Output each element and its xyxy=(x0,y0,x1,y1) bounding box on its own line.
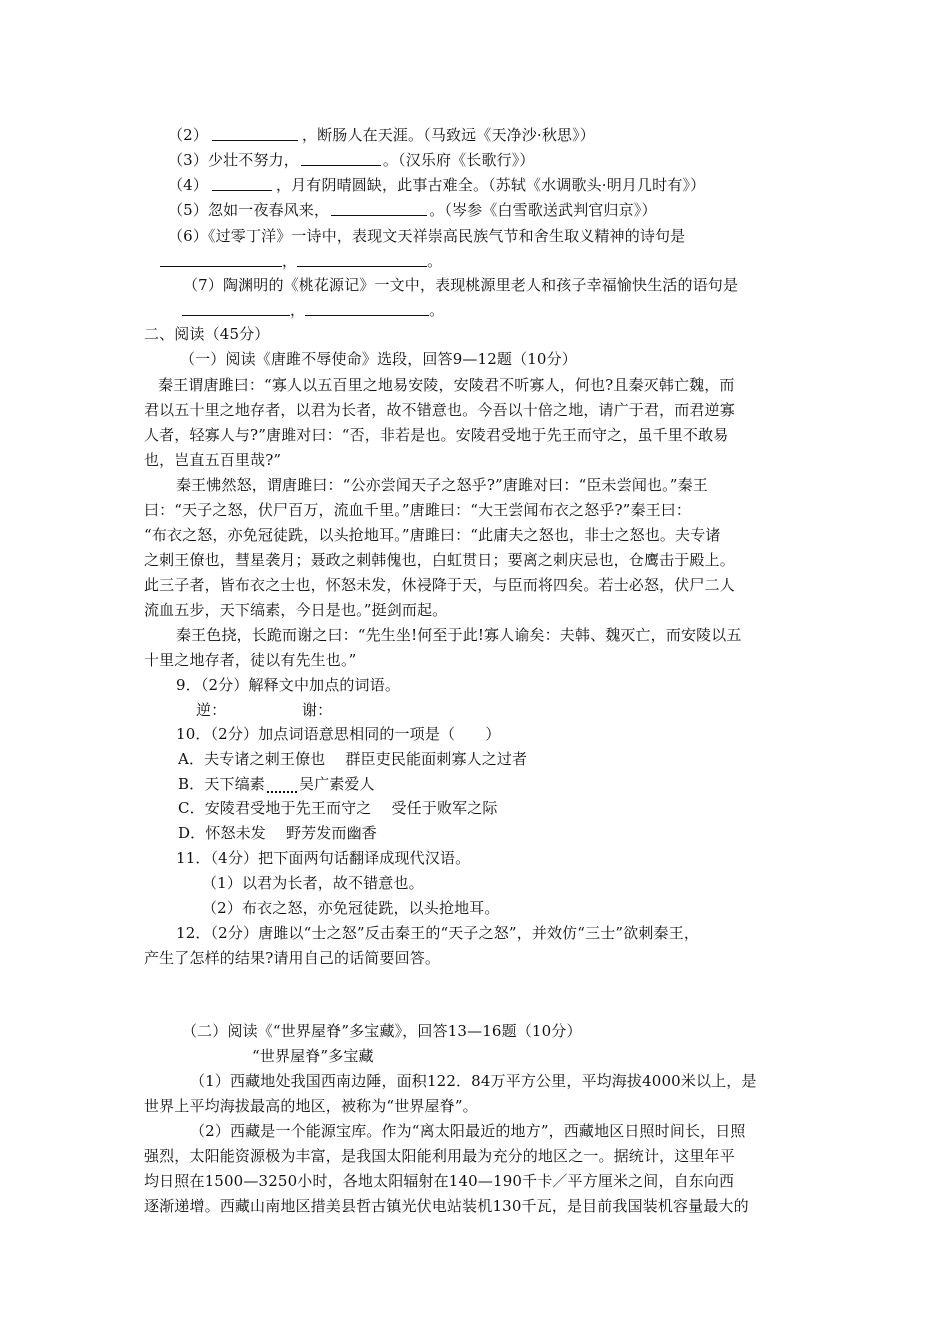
q12-text-cont: 产生了怎样的结果?请用自己的话简要回答。 xyxy=(144,949,441,967)
passage-line: 秦王怫然怒，谓唐雎曰：“公亦尝闻天子之怒乎?”唐雎对曰：“臣未尝闻也。”秦王 xyxy=(176,476,708,494)
q6-period: 。 xyxy=(427,252,443,270)
passage-line: 流血五步，天下缟素，今日是也。”挺剑而起。 xyxy=(144,601,448,619)
passage-line: 秦王色挠，长跪而谢之曰：“先生坐!何至于此!寡人谕矣：夫韩、魏灭亡，而安陵以五 xyxy=(176,626,742,644)
q10-b-part2: 吴广素爱人 xyxy=(298,775,375,793)
q10-b-part1: B．天下缟素 xyxy=(178,775,265,793)
q7-question: （7）陶渊明的《桃花源记》一文中，表现桃源里老人和孩子幸福愉快生活的语句是 xyxy=(183,276,739,294)
q10-option-a[interactable]: A．夫专诸之刺王僚也 群臣吏民能面刺寡人之过者 xyxy=(178,750,528,768)
section2-heading: 二、阅读（45分） xyxy=(144,325,270,343)
q10-option-c[interactable]: C．安陵君受地于先王而守之 受任于败军之际 xyxy=(178,799,498,817)
q5-blank[interactable] xyxy=(331,200,427,216)
q3-source: 。（汉乐府《长歌行》） xyxy=(382,151,535,169)
q11-sentence-2: （2）布衣之怒，亦免冠徒跣，以头抢地耳。 xyxy=(202,899,500,917)
article-line: 强烈，太阳能资源极为丰富，是我国太阳能利用最为充分的地区之一。据统计，这里年平 xyxy=(144,1147,735,1165)
poem-q5 xyxy=(168,199,657,221)
q10-text: 10．（2分）加点词语意思相同的一项是（ ） xyxy=(176,725,501,743)
passage-line: 君以五十里之地存者，以君为长者，故不错意也。今吾以十倍之地，请广于君，而君逆寡 xyxy=(144,401,735,419)
q6-answer-line xyxy=(160,250,442,272)
q4-blank[interactable] xyxy=(212,175,272,191)
passage-line: 曰：“天子之怒，伏尸百万，流血千里。”唐雎曰：“大王尝闻布衣之怒乎?”秦王曰： xyxy=(144,501,692,519)
article-line: 世界上平均海拔最高的地区，被称为“世界屋脊”。 xyxy=(144,1097,478,1115)
q4-text: ，月有阴晴圆缺，此事古难全。 xyxy=(276,176,489,194)
q6-comma: ， xyxy=(282,252,298,270)
passage-line: 之刺王僚也，彗星袭月；聂政之刺韩傀也，白虹贯日；要离之刺庆忌也，仓鹰击于殿上。 xyxy=(144,551,735,569)
q10-option-d[interactable]: D．怀怒未发 野芳发而幽香 xyxy=(178,824,377,842)
q4-number: （4） xyxy=(168,176,208,194)
q9-text: 9．（2分）解释文中加点的词语。 xyxy=(176,676,400,694)
passage-line: 秦王谓唐雎曰：“寡人以五百里之地易安陵，安陵君不听寡人，何也?且秦灭韩亡魏，而 xyxy=(158,376,735,394)
q3-text: （3）少壮不努力， xyxy=(168,151,299,169)
q2-number: （2） xyxy=(168,126,208,144)
q9-a-label: 逆： xyxy=(196,701,227,719)
poem-q2 xyxy=(168,124,595,146)
emphasis-dots xyxy=(267,788,297,793)
article-line: 逐渐递增。西藏山南地区措美县哲古镇光伏电站装机130千瓦，是目前我国装机容量最大的 xyxy=(144,1197,749,1215)
passage-line: 十里之地存者，徒以有先生也。” xyxy=(144,651,357,669)
q2-blank[interactable] xyxy=(212,125,298,141)
q6-blank-1[interactable] xyxy=(160,251,282,267)
poem-q3 xyxy=(168,149,535,171)
q6-blank-2[interactable] xyxy=(297,251,427,267)
q2-text: ，断肠人在天涯。 xyxy=(302,126,424,144)
q2-source: （马致远《天净沙·秋思》） xyxy=(423,126,595,144)
q7-comma: ， xyxy=(290,301,306,319)
poem-q4 xyxy=(168,174,705,196)
passage-line: 此三子者，皆布衣之士也，怀怒未发，休祲降于天，与臣而将四矣。若士必怒，伏尸二人 xyxy=(144,576,735,594)
q6-question: （6）《过零丁洋》一诗中，表现文天祥崇高民族气节和舍生取义精神的诗句是 xyxy=(168,227,686,245)
q5-text: （5）忽如一夜春风来， xyxy=(168,201,330,219)
article-line: 均日照在1500—3250小时，各地太阳辐射在140—190千卡／平方厘米之间，自东向西 xyxy=(144,1172,735,1190)
q7-blank-2[interactable] xyxy=(305,300,429,316)
q9-b-label: 谢： xyxy=(302,701,333,719)
article-title: “世界屋脊”多宝藏 xyxy=(252,1047,374,1065)
part1-heading: （一）阅读《唐雎不辱使命》选段，回答9—12题（10分） xyxy=(180,350,577,368)
q11-text: 11．（4分）把下面两句话翻译成现代汉语。 xyxy=(176,849,471,867)
article-line: （2）西藏是一个能源宝库。作为“离太阳最近的地方”，西藏地区日照时间长，日照 xyxy=(190,1122,746,1140)
q7-period: 。 xyxy=(429,301,445,319)
q3-blank[interactable] xyxy=(301,150,381,166)
q4-source: （苏轼《水调歌头·明月几时有》） xyxy=(488,176,706,194)
passage-line: “布衣之怒，亦免冠徒跣，以头抢地耳。”唐雎曰：“此庸夫之怒也，非士之怒也。夫专诸 xyxy=(144,526,721,544)
q7-answer-line xyxy=(182,299,444,321)
q5-source: 。（岑参《白雪歌送武判官归京》） xyxy=(429,201,657,219)
q10-option-b[interactable] xyxy=(178,773,375,795)
q12-text: 12．（2分）唐雎以“士之怒”反击秦王的“天子之怒”，并效仿“三士”欲刺秦王， xyxy=(176,924,699,942)
q11-sentence-1: （1）以君为长者，故不错意也。 xyxy=(202,874,424,892)
passage-line: 也，岂直五百里哉?” xyxy=(144,451,282,469)
passage-line: 人者，轻寡人与?”唐雎对曰：“否，非若是也。安陵君受地于先王而守之，虽千里不敢易 xyxy=(144,426,729,444)
q7-blank-1[interactable] xyxy=(182,300,290,316)
article-line: （1）西藏地处我国西南边陲，面积122．84万平方公里，平均海拔4000米以上，是 xyxy=(190,1072,757,1090)
part2-heading: （二）阅读《“世界屋脊”多宝藏》，回答13—16题（10分） xyxy=(182,1022,582,1040)
